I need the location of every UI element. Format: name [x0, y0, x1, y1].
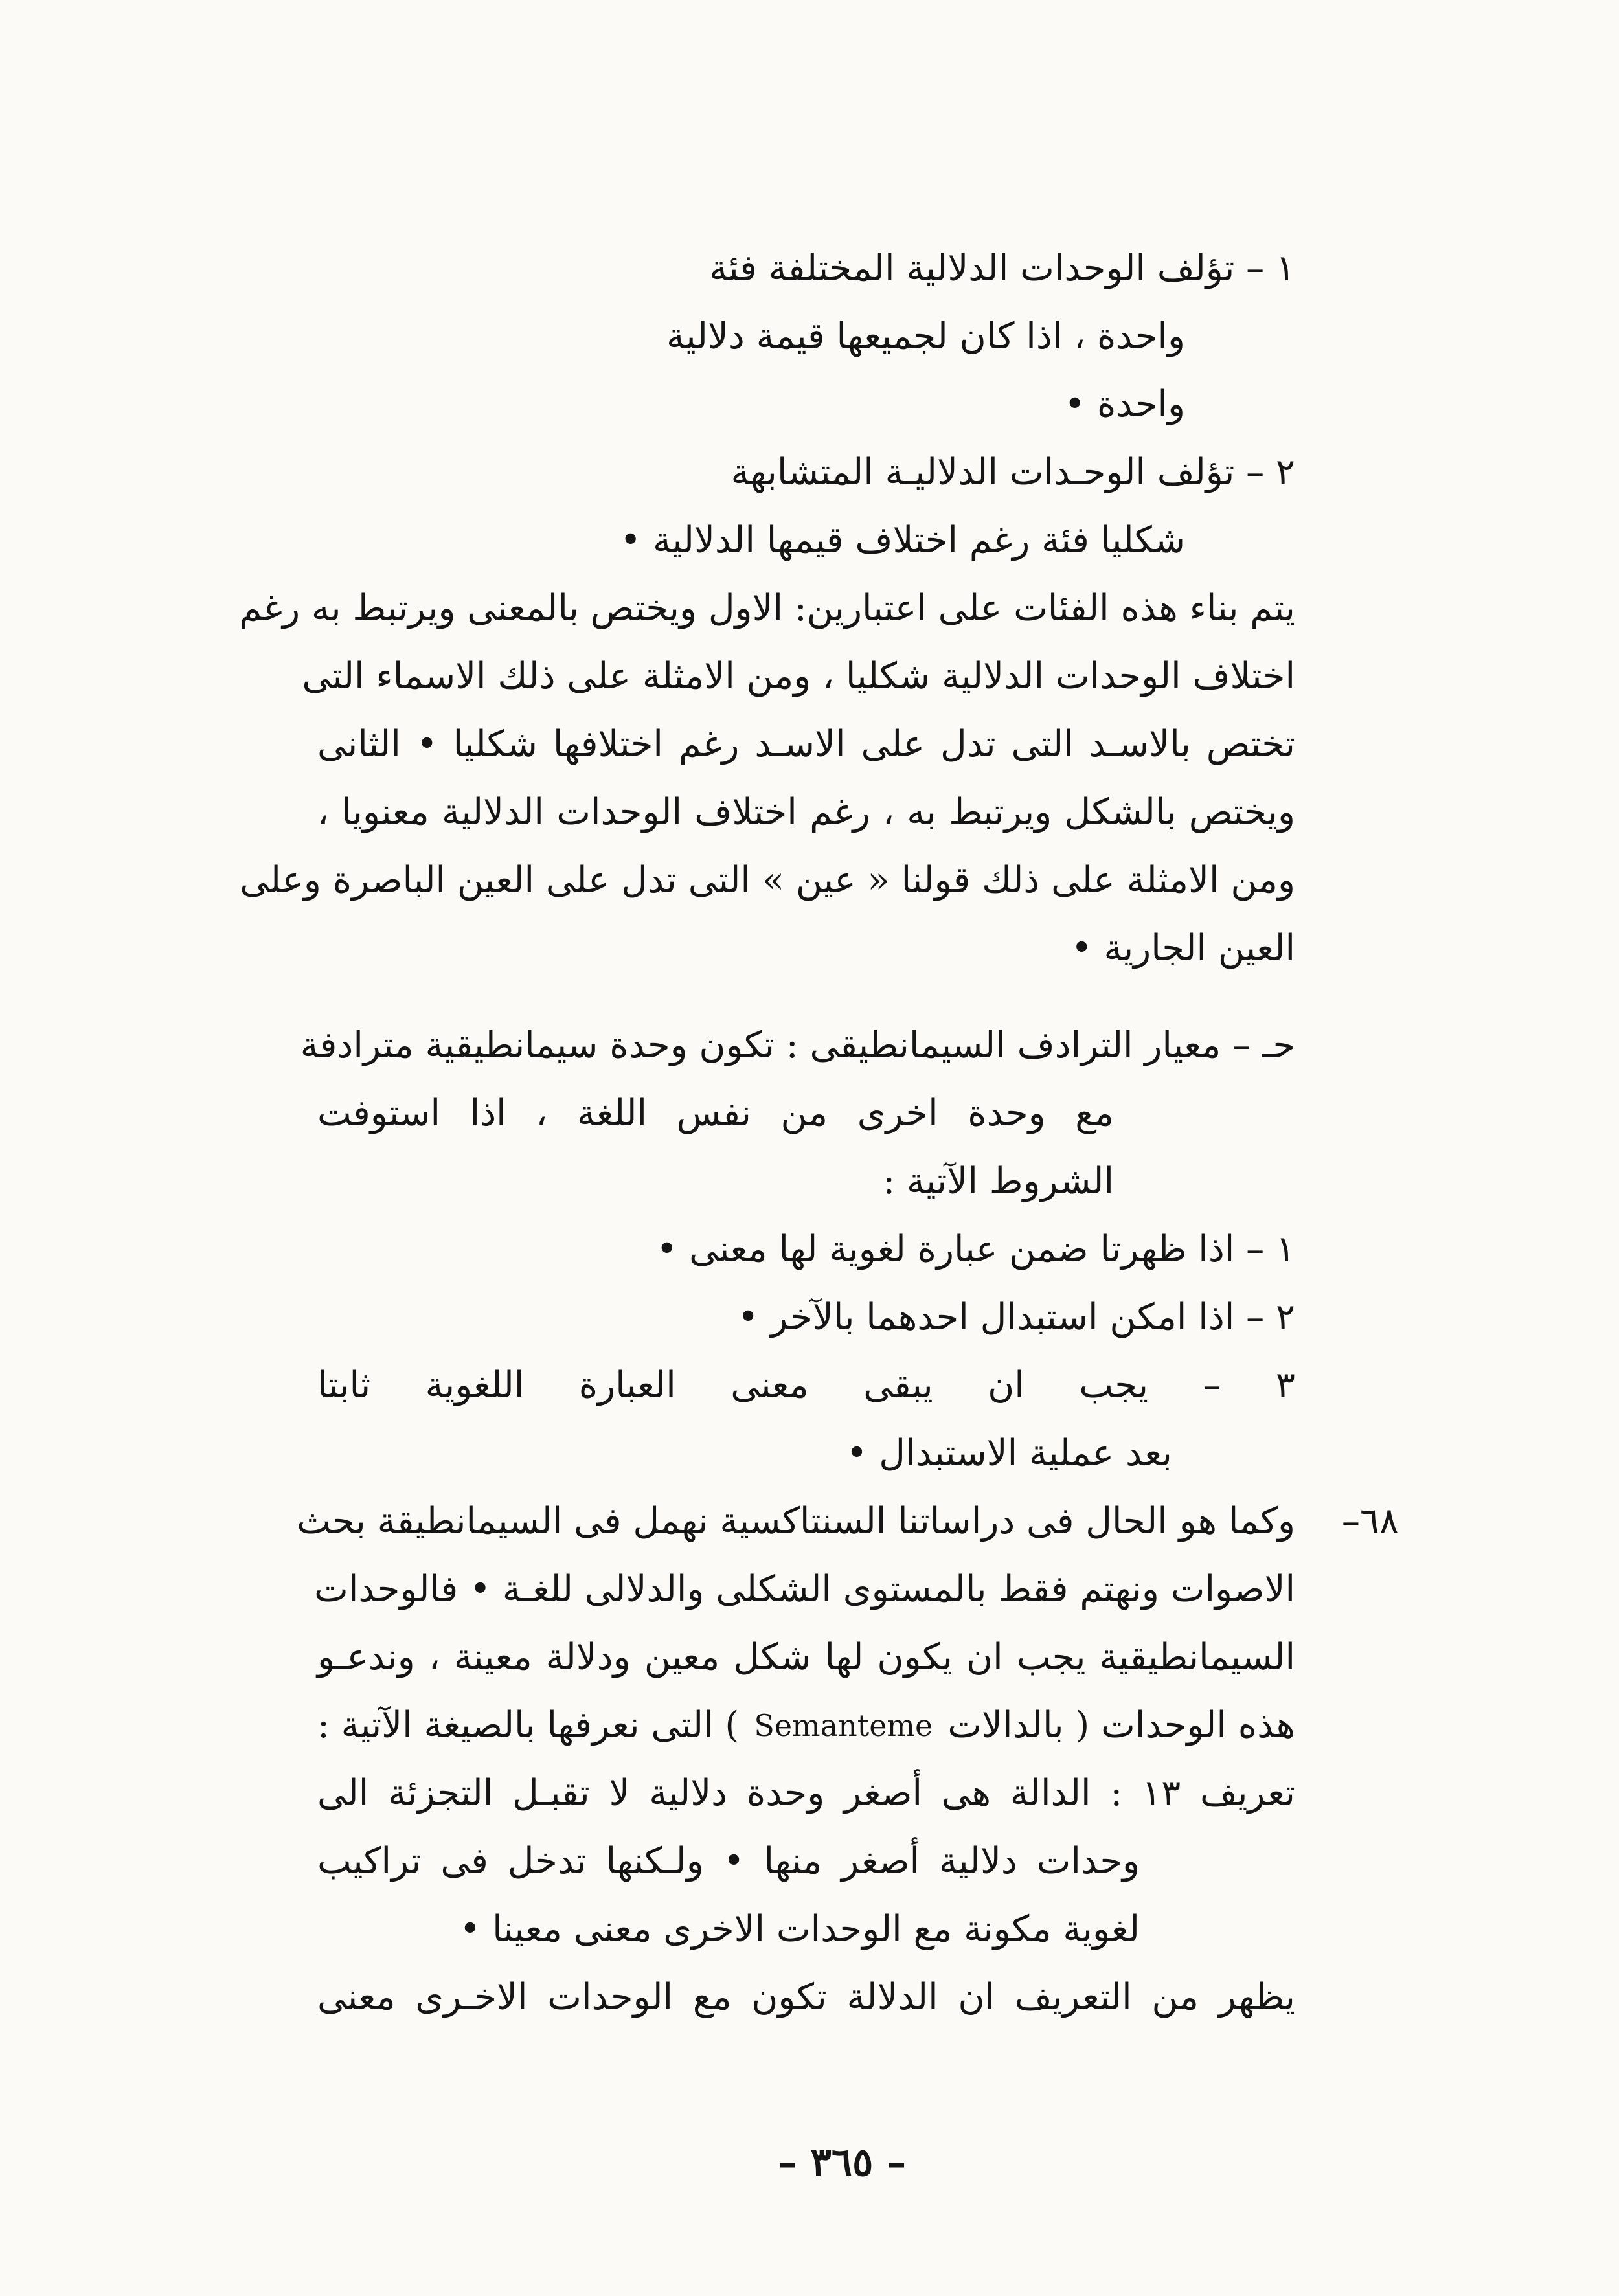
text-line: العين الجارية • — [1070, 927, 1295, 969]
text-line: وكما هو الحال فى دراساتنا السنتاكسية نهمل فى السيمانطيقة بحث — [297, 1500, 1295, 1542]
text-line: واحدة ، اذا كان لجميعها قيمة دلالية — [666, 315, 1185, 357]
text-line: بعد عملية الاستبدال • — [846, 1432, 1172, 1474]
text-line: وحدات دلالية أصغر منها • ولـكنها تدخل فى تراكيب — [317, 1840, 1140, 1882]
text-line: شكليا فئة رغم اختلاف قيمها الدلالية • — [620, 519, 1185, 561]
text-line: يتم بناء هذه الفئات على اعتبارين: الاول ويختص بالمعنى ويرتبط به رغم — [239, 587, 1295, 629]
text-line: السيمانطيقية يجب ان يكون لها شكل معين ودلالة معينة ، وندعـو — [317, 1636, 1295, 1678]
text-line: ٣ – يجب ان يبقى معنى العبارة اللغوية ثابتا — [317, 1364, 1295, 1406]
text-segment: هذه الوحدات ( بالدالات — [947, 1704, 1295, 1746]
text-line: حـ – معيار الترادف السيمانطيقى : تكون وحدة سيمانطيقية مترادفة — [300, 1024, 1295, 1066]
text-segment: ) التى نعرفها بالصيغة الآتية : — [317, 1704, 740, 1746]
text-line: ٢ – اذا امكن استبدال احدهما بالآخر • — [737, 1296, 1295, 1338]
page-number: – ٣٦٥ – — [777, 2140, 907, 2185]
text-line — [317, 1693, 1295, 1758]
text-line: لغوية مكونة مع الوحدات الاخرى معنى معينا • — [459, 1908, 1140, 1950]
text-line: مع وحدة اخرى من نفس اللغة ، اذا استوفت — [317, 1092, 1114, 1134]
text-line: اختلاف الوحدات الدلالية شكليا ، ومن الامثلة على ذلك الاسماء التى — [302, 655, 1295, 697]
term-semanteme: Semanteme — [754, 1708, 933, 1743]
paragraph-number: ٦٨– — [1341, 1500, 1399, 1542]
text-line: الشروط الآتية : — [883, 1160, 1114, 1202]
text-line: تعريف ١٣ : الدالة هى أصغر وحدة دلالية لا تقبـل التجزئة الى — [317, 1772, 1296, 1814]
text-line: واحدة • — [1064, 383, 1185, 425]
text-line: الاصوات ونهتم فقط بالمستوى الشكلى والدلالى للغـة • فالوحدات — [314, 1568, 1295, 1610]
text-line: ومن الامثلة على ذلك قولنا « عين » التى تدل على العين الباصرة وعلى — [240, 859, 1295, 901]
text-line: ٢ – تؤلف الوحـدات الدلاليـة المتشابهة — [730, 451, 1295, 493]
text-line: ويختص بالشكل ويرتبط به ، رغم اختلاف الوحدات الدلالية معنويا ، — [317, 791, 1295, 833]
text-line: ١ – تؤلف الوحدات الدلالية المختلفة فئة — [709, 247, 1295, 289]
text-line: يظهر من التعريف ان الدلالة تكون مع الوحدات الاخـرى معنى — [317, 1976, 1295, 2018]
text-line: تختص بالاسـد التى تدل على الاسـد رغم اختلافها شكليا • الثانى — [317, 723, 1295, 765]
text-line: ١ – اذا ظهرتا ضمن عبارة لغوية لها معنى • — [656, 1228, 1295, 1270]
